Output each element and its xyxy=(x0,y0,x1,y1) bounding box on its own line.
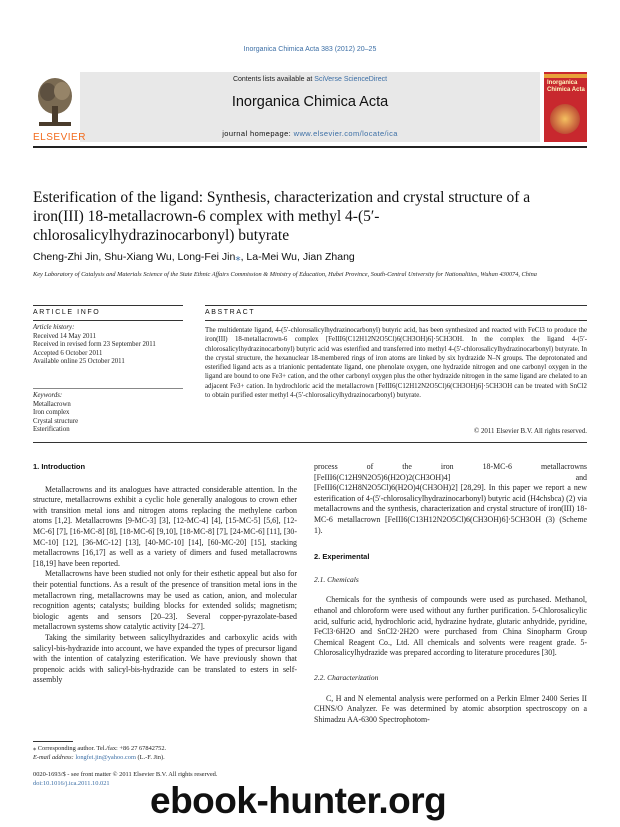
affiliation: Key Laboratory of Catalysis and Materials Science of the State Ethnic Affairs Commission & Ministry of Education, Hubei Province, South-Central University for Nationalities, Wuhan 430074, China xyxy=(33,271,537,278)
article-history xyxy=(33,324,183,367)
sciencedirect-link[interactable]: SciVerse ScienceDirect xyxy=(314,76,388,83)
elsevier-logo-text: ELSEVIER xyxy=(33,132,86,143)
article-info-rule xyxy=(33,320,183,321)
journal-title: Inorganica Chimica Acta xyxy=(231,94,389,110)
journal-homepage xyxy=(80,129,540,138)
subsection-heading-chemicals: 2.1. Chemicals xyxy=(314,574,359,584)
corresponding-footnote xyxy=(33,744,303,762)
paragraph: C, H and N elemental analysis were performed on a Perkin Elmer 2400 Series II CHNS/O Analyzer. Fe was determined by atomic absorption spectroscopy on a Shimadzu AA-6300 Spectrophotom- xyxy=(314,693,587,724)
cover-art xyxy=(550,104,580,134)
paragraph: Metallacrowns have been studied not only for their esthetic appeal but also for their potential functions. As a result of the presence of transition metal ions in the metallacrown ring, metallacrowns may be used as cation, anion, and molecular recognition agents; catalysts; building blocks for extended solids; magnetism; biologic agents and sensors [20–23]. Several copper-pyrazolate-based metallacrown systems show catalytic activity [24–27]. xyxy=(33,569,297,632)
section-heading-experimental: 2. Experimental xyxy=(314,552,370,562)
header-rule xyxy=(33,146,587,148)
article-info-heading: ARTICLE INFO xyxy=(33,309,101,316)
paragraph: process of the iron 18-MC-6 metallacrowns [FeIII6(C12H9N2O5)6(H2O)2(CH3OH)4] and [FeIII6(C12H8N2O5Cl)6(H2O)4(CH3OH)2] [28,29]. In this paper we report a new esterification of 4-(5′-chlorosalicylhydrazinocarbonyl) butyric acid (H4chsbca) (2) via metallacrowns and the synthesis, characterization and crystal structure of iron(III) 18-MC-6 metallacrown [FeIII6(C13H12N2O5Cl)6(CH3OH)6]·5CH3OH (3) (Scheme 1). xyxy=(314,462,587,535)
contents-prefix: Contents lists available at xyxy=(232,76,315,83)
keyword: Metallacrown xyxy=(33,400,71,408)
section-heading-introduction: 1. Introduction xyxy=(33,462,86,471)
abstract-text: The multidentate ligand, 4-(5′-chlorosalicylhydrazinocarbonyl) butyric acid, has been synthesized and reacted with FeCl3 to produce the iron(III) 18-metallacrown-6 complex [FeIII6(C12H12N2O5Cl)6(CH3OH)6]·5CH3OH. In the complex the ligand 4-(5′-chlorosalicylhydrazinocarbonyl) butyric acid was esterified and transferred into methyl 4-(5′-chlorosalicylhydrazinocarbonyl) butyrate. In the crystal structure, the hexanuclear 18-membered rings of iron atoms are linked by six hydrazide N–N groups. The deprotonated and esterified ligand acts as a trianionic pentadentate ligand, one phenolate oxygen, one hydrazide nitrogen and one carbonyl oxygen in the ligand are bound to one Fe3+ cation, and the other carbonyl oxygen plus the other hydrazide nitrogen in the same ligand are chelated to an adjacent Fe3+ cation. In hydrochloric acid the metallacrown [FeIII6(C12H12N2O5Cl)6(CH3OH)6]·5CH3OH can be treated with SnCl2 to obtain purified ester methyl 4-(5′-chlorosalicylhydrazinocarbonyl) butyrate. xyxy=(205,327,587,400)
paragraph: Chemicals for the synthesis of compounds were used as purchased. Methanol, ethanol and chloroform were used without any further purification. 5-Chlorosalicylic acid, sulfuric acid, hydrochloric acid, hydrazine hydrate, glutaric anhydride, pyridine, FeCl3·6H2O and SnCl2·2H2O were purchased from China Sinopharm Group Chemical Reagent Co., Ltd. All chemicals and solvents were reagent grade. 5-Chlorosalicylhydrazide was prepared according to literature procedures [30]. xyxy=(314,595,587,658)
author-list xyxy=(33,251,563,263)
email-suffix: (L.-F. Jin). xyxy=(135,754,165,761)
contents-line xyxy=(80,76,540,83)
history-label: Article history: xyxy=(33,324,75,331)
homepage-prefix: journal homepage: xyxy=(222,129,294,138)
abstract-rule-bottom xyxy=(33,442,587,443)
article-info-rule-top xyxy=(33,305,183,306)
authors-tail: , La-Mei Wu, Jian Zhang xyxy=(240,251,355,263)
history-online: Available online 25 October 2011 xyxy=(33,358,125,366)
history-revised: Received in revised form 23 September 2011 xyxy=(33,341,156,349)
email-line xyxy=(33,753,303,762)
keywords-label: Keywords: xyxy=(33,392,63,399)
homepage-link[interactable]: www.elsevier.com/locate/ica xyxy=(293,129,398,138)
keyword: Esterification xyxy=(33,426,70,434)
paragraph: Metallacrowns and its analogues have attracted considerable attention. In the structure, metallacrowns exhibit a cyclic hole generally analogous to crown ether with transition metal ions and nitrogen atoms replacing the methylene carbon atoms [1,2]. Metallacrowns [9-MC-3] [3], [12-MC-4] [4], [15-MC-5] [5,6], [12-MC-6] [7], [16-MC-8] [8], [18-MC-6] [9,10], [18-MC-8] [7], [24-MC-6] [11], [30-MC-10] [12], [36-MC-12] [13], [40-MC-10] [14], [60-MC-20] [15], stacking metallacrowns [16,17] as well as a variety of dimers and fused metallacrowns [18,19] have been reported. xyxy=(33,484,297,568)
copyright: © 2011 Elsevier B.V. All rights reserved. xyxy=(474,428,587,435)
watermark: ebook-hunter.org xyxy=(150,780,447,821)
journal-cover-image xyxy=(544,72,587,142)
left-column xyxy=(33,462,297,686)
abstract-heading: ABSTRACT xyxy=(205,309,256,316)
corresponding-author-note: ⁎ Corresponding author. Tel./fax: +86 27 67842752. xyxy=(33,745,167,752)
keywords xyxy=(33,392,183,435)
keyword: Iron complex xyxy=(33,409,70,417)
footnote-rule xyxy=(33,741,73,742)
history-received: Received 14 May 2011 xyxy=(33,332,96,340)
keywords-rule xyxy=(33,388,183,389)
doi-link[interactable]: doi:10.1016/j.ica.2011.10.021 xyxy=(33,780,110,787)
cover-strip xyxy=(544,74,587,78)
email-label: E-mail address: xyxy=(33,754,76,761)
front-matter-line: 0020-1693/$ - see front matter © 2011 Elsevier B.V. All rights reserved. xyxy=(33,771,218,778)
cover-title: Inorganica Chimica Acta xyxy=(547,80,585,93)
journal-citation[interactable]: Inorganica Chimica Acta 383 (2012) 20–25 xyxy=(243,46,377,53)
keyword: Crystal structure xyxy=(33,417,79,425)
corresponding-author-mark[interactable]: ⁎ xyxy=(235,251,241,263)
article-title: Esterification of the ligand: Synthesis, characterization and crystal structure of a iron(III) 18-metallacrown-6 complex with methyl 4-(5′-chlorosalicylhydrazinocarbonyl) butyrate xyxy=(33,189,531,244)
abstract-rule xyxy=(205,320,587,321)
abstract-rule-top xyxy=(205,305,587,306)
right-column xyxy=(314,462,587,725)
authors-main: Cheng-Zhi Jin, Shu-Xiang Wu, Long-Fei Jin xyxy=(33,251,236,263)
subsection-heading-characterization: 2.2. Characterization xyxy=(314,672,379,682)
paragraph: Taking the similarity between salicylhydrazides and carboxylic acids with salicyl-bis-hydrazide into account, we have expanded the types of precursor ligand with the intention of catalyzing esterification. We have previously shown that propenoic acids with salicyl-bis-hydrazide can be translated to esters in self-assembly xyxy=(33,632,297,685)
email-link[interactable]: longfei.jin@yahoo.com xyxy=(75,754,136,761)
history-accepted: Accepted 6 October 2011 xyxy=(33,349,103,357)
